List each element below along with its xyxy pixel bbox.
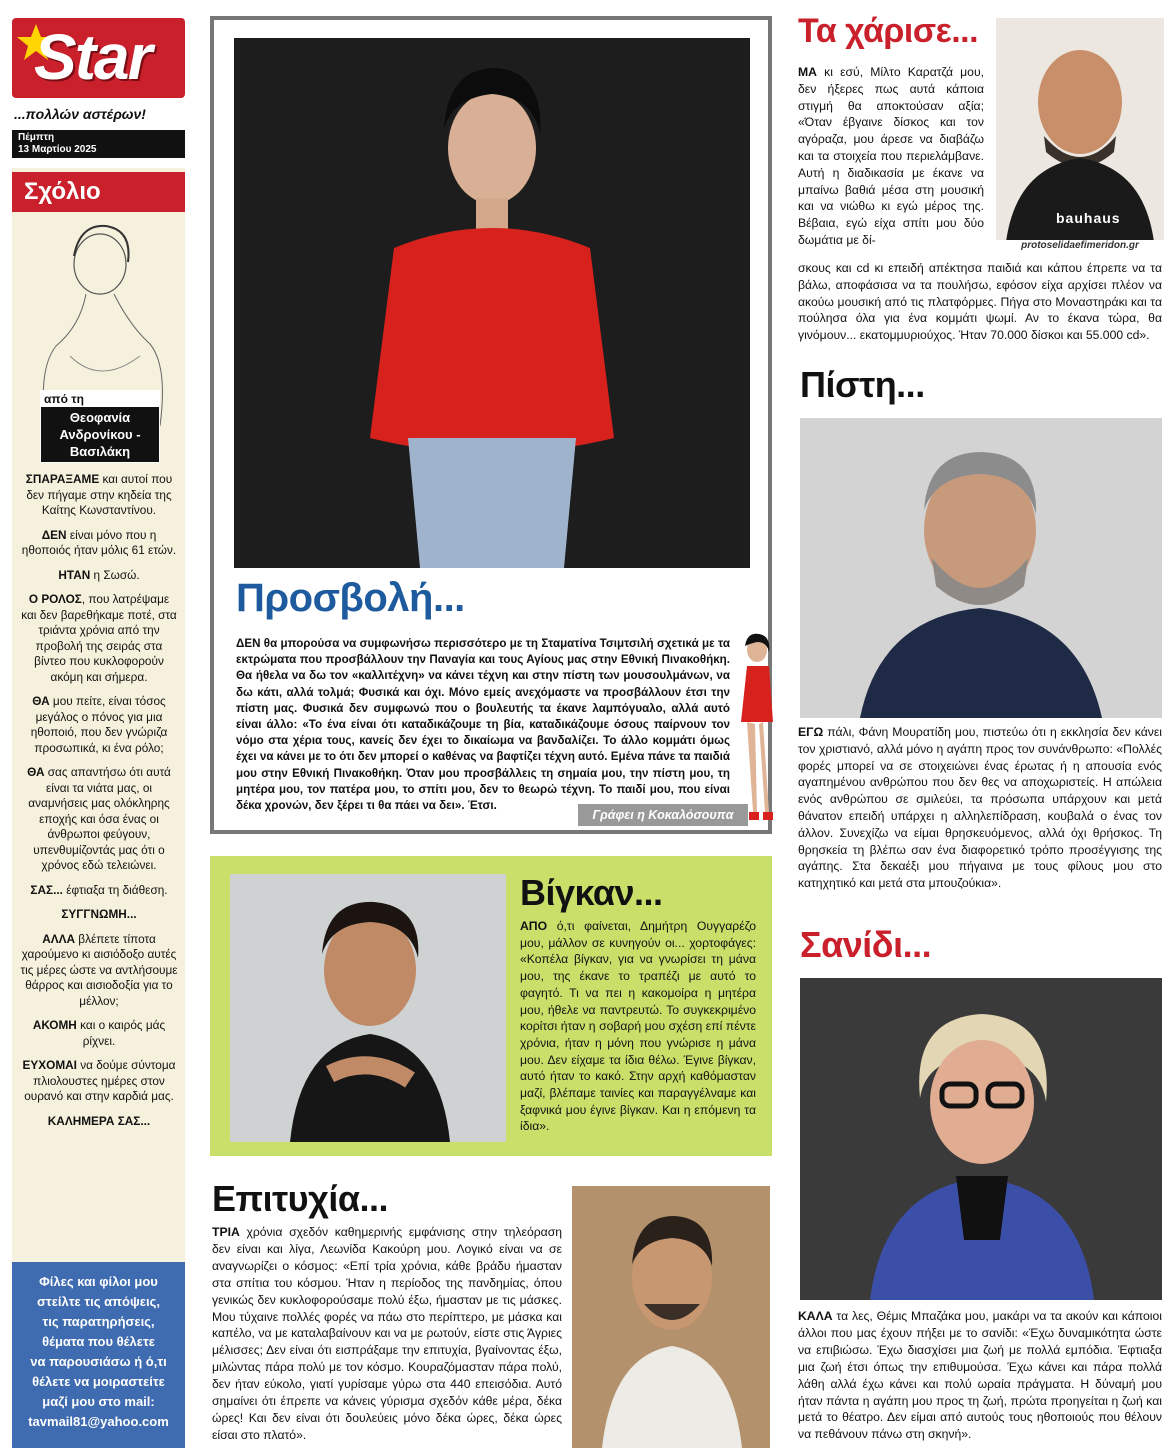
man-portrait-icon <box>800 418 1162 718</box>
pisti-photo <box>800 418 1162 718</box>
prosvoli-heading: Προσβολή... <box>236 576 465 620</box>
comment-paragraph: ΚΑΛΗΜΕΡΑ ΣΑΣ... <box>47 1113 151 1128</box>
tagline: ...πολλών αστέρων! <box>14 106 146 122</box>
mailbox-line: θέλετε να μοιραστείτε <box>32 1374 165 1389</box>
masthead <box>12 18 187 158</box>
mailbox-line: μαζί μου στο mail: <box>42 1394 155 1409</box>
sanidi-text: ΚΑΛΑ τα λες, Θέμις Μπαζάκα μου, μακάρι να τα ακούν και κάποιοι άλλοι που μας έχουν πήξει με το σανίδι: «Έχω δυναμικότητα ώστε να επιβιώσω. Έχω διασχίσει μια ζωή με πολλά εμπόδια. Έφτιαξα μια ζωή έτσι όπως την επιθυμούσα. Έχω κάνει και πάρα πολλά λάθη αλλά έχω κάνει και πολύ ωραία πράγματα. Η δύναμή μου ήταν πάντα η αγάπη μου προς τη ζωή, πρώτα προηγείται η ζωή και μετά το θέατρο. Δεν είμαι από αυτούς τους ηθοποιούς που θέλουν να πεθάνουν πάνω στη σκηνή». <box>798 1309 1162 1442</box>
man-portrait-icon <box>572 1186 770 1448</box>
comment-paragraph: ΑΚΟΜΗ και ο καιρός μάς ρίχνει. <box>32 1018 166 1048</box>
woman-figure-icon <box>733 632 777 828</box>
comment-paragraph: ΔΕΝ είναι μόνο που η ηθοποιός ήταν μόλις 61 ετών. <box>21 527 177 557</box>
prosvoli-photo <box>234 38 750 568</box>
tacharise-text-wide: σκους και cd κι επειδή απέκτησα παιδιά και κάπου έπρεπε να τα βάλω, αποφάσισα να τα πουλήσω, εφόσον είχα αρχίσει πλέον να ακούω μουσική από τις πλατφόρμες. Πήγα στο Μοναστηράκι και τα πούλησα όλα για ένα κομμάτι ψωμί. Αν το έκανα τώρα, θα γινόμουν... εκατομμυριούχος. Ήταν 70.000 δίσκοι και 55.000 cd». <box>798 261 1162 343</box>
sanidi-heading: Σανίδι... <box>800 924 932 965</box>
reader-mail-box <box>12 1262 185 1448</box>
mailbox-line: Φίλες και φίλοι μου <box>39 1274 158 1289</box>
comment-heading: Σχόλιο <box>12 172 185 212</box>
logo <box>12 18 185 98</box>
epityxia-text: ΤΡΙΑ χρόνια σχεδόν καθημερινής εμφάνισης στην τηλεόραση δεν είναι και λίγα, Λεωνίδα Κακούρη μου. Λογικό είναι να σε αναγνωρίζει ο κόσμος: «Επί τρία χρόνια, κάθε βράδυ ήμασταν στα σπίτια του κόσμου. Ήταν η περίοδος της πανδημίας, όπου γενικώς δεν κυκλοφορούσαμε πολύ έξω, ήμασταν με τις μάσκες. Μου τύχαινε πολλές φορές να πάω στο περίπτερο, με μάσκα και καπέλο, να με καταλαβαίνουν και να με ρωτούν, είστε στις Άγριες μέλισσες; Δεν είναι ότι εισπράξαμε την επιτυχία, βγαίνοντας έξω, μιλώντας πάρα πολύ με τον κόσμο. Κουραζόμασταν πάρα πολύ, δεν ήταν εύκολο, γιατί γυρίσαμε γύρω στα 440 επεισόδια. Αυτό σημαίνει ότι έπρεπε να κάνεις γύρισμα σχεδόν κάθε μέρα, δέκα ώρες! Και δεν είναι ότι δουλεύεις μόνο δέκα ώρες, δέκα ώρες είσαι στο πλατό». <box>212 1225 562 1442</box>
logo-text: Star <box>34 21 151 93</box>
mailbox-line: να παρουσιάσω ή ό,τι <box>30 1354 167 1369</box>
byline-name: Θεοφανία Ανδρονίκου - Βασιλάκη <box>59 410 141 459</box>
comment-paragraph: ΘΑ σας απαντήσω ότι αυτά είναι τα νιάτα μας, οι αναμνήσεις μας ολόκληρης εποχής και όσα ένας οι άνθρωποι φεύγουν, υπενθυμίζοντάς μας ότι ο χρόνος εδώ τελειώνει. <box>27 765 171 872</box>
mailbox-email[interactable]: tavmail81@yahoo.com <box>28 1414 169 1429</box>
comment-paragraph: ΑΛΛΑ βλέπετε τίποτα χαρούμενο κι αισιόδοξο αυτές τις μέρες ώστε να αντλήσουμε θάρρος και αισιοδοξία για το μέλλον; <box>20 931 178 1008</box>
comment-paragraph: Ο ΡΟΛΟΣ, που λατρέψαμε και δεν βαρεθήκαμε ποτέ, στα τριάντα χρόνια από την προβολή της σειράς στα βίντεο που κυκλοφορούν ακόμη και σήμερα. <box>21 592 177 684</box>
columnist-byline <box>40 390 160 463</box>
tacharise-text-narrow: ΜΑ κι εσύ, Μίλτο Καρατζά μου, δεν ήξερες πως αυτά κάποια στιγμή θα αποκτούσαν αξία; «Όταν έβγαινε δίσκος και τον αγόραζα, μου άρεσε να διαβάζω και τα στοιχεία που περιελάμβανε. Αυτή η διαδικασία με έκανε να μπαίνω βαθιά μέσα στη μουσική και να νιώθω κι εγώ μέρος της. Βέβαια, εγώ είχα σπίτι μου δύο δωμάτια με δί- <box>798 65 984 247</box>
man-portrait-icon <box>996 18 1164 242</box>
date-bar <box>12 130 185 158</box>
mailbox-line: θέματα που θέλετε <box>42 1334 155 1349</box>
mailbox-line: τις παρατηρήσεις, <box>42 1314 155 1329</box>
watermark: protoselidaefimeridon.gr <box>992 240 1168 251</box>
date-full: 13 Μαρτίου 2025 <box>18 144 97 155</box>
pisti-heading: Πίστη... <box>800 364 925 405</box>
comment-paragraph: ΘΑ μου πείτε, είναι τόσος μεγάλος ο πόνος για μια ηθοποιό, που δεν γνώριζα προσωπικά, κι ένα ρόλο; <box>30 694 168 755</box>
woman-portrait-icon <box>800 978 1162 1300</box>
comment-paragraph: ΣΥΓΓΝΩΜΗ... <box>61 907 137 921</box>
pisti-text: ΕΓΩ πάλι, Φάνη Μουρατίδη μου, πιστεύω ότι η εκκλησία δεν κάνει τον χριστιανό, αλλά μόνο η αγάπη προς τον συνάνθρωπο: «Πολλές φορές μπορεί να σε στοιχειώνει ένας έρωτας ή η απουσία ενός αγαπημένου ανθρώπου που δεν θες να αποχωριστείς. Η απώλεια ενός ανθρώπου σε σμιλεύει, τα πρόσωπα υπάρχουν και μετά θάνατον επειδή υπάρχει η αλληλεπίδραση, κουβαλά ο ένας τον άλλον. Συνεχίζω να είμαι θρησκευόμενος, αλλά όχι θρήσκος. Τη θρησκεία τη βλέπω σαν ένα διαφορετικό τρόπο προσέγγισης της αγάπης. Στα δεκαέξι μου πήγαινα με τους φίλους μου στο κατηχητικό και μετά στα μπουζούκια». <box>798 725 1162 891</box>
gossip-figure <box>733 632 777 828</box>
epityxia-heading: Επιτυχία... <box>212 1178 388 1219</box>
comment-paragraph: ΗΤΑΝ η Σωσώ. <box>58 567 140 582</box>
epityxia-photo <box>572 1186 770 1448</box>
vigkan-heading: Βίγκαν... <box>520 872 663 913</box>
date-day: Πέμπτη <box>18 132 55 143</box>
prosvoli-author: Γράφει η Κοκαλόσουπα <box>578 804 748 826</box>
comment-paragraph: ΣΠΑΡΑΞΑΜΕ και αυτοί που δεν πήγαμε στην κηδεία της Καίτης Κωνσταντίνου. <box>25 472 173 517</box>
comment-body <box>20 472 178 1138</box>
comment-paragraph: ΕΥΧΟΜΑΙ να δούμε σύντομα πλιολουστες ημέρες στον ουρανό και στην καρδιά μας. <box>22 1058 176 1103</box>
prosvoli-text: ΔΕΝ θα μπορούσα να συμφωνήσω περισσότερο με τη Σταματίνα Τσιμτσιλή σχετικά με τα εκτρώματα που προσβάλλουν την Παναγία και τους Αγίους μας στην Εθνική Πινακοθήκη. Θα ήθελα να δω τον «καλλιτέχνη» να κάνει τέχνη και στην πίστη των μουσουλμάνων, να δω κάτι, αλλά τολμά; Φυσικά και όχι. Μόνο εμείς ανεχόμαστε να προσβάλλουν έτσι την πίστη μας. Φυσικά δεν συμφωνώ που ο βουλευτής τα έκανε λαμπόγυαλο, αλλά αυτό είναι άλλο: «Το ένα είναι ότι καταδικάζουμε τη βία, καταδικάζουμε όσους παίρνουν τον νόμο στα χέρια τους, κανείς δεν έχει το δικαίωμα να βανδαλίζει. Το άλλο κομμάτι όμως έχει να κάνει με το ότι δεν μπορεί ο καθένας να βαφτίζει τέχνη αυτό. Εμένα πάνε τα παιδιά μου στην Εθνική Πινακοθήκη. Όταν μου προσβάλλεις τη σημαία μου, την πίστη μου, τη μητέρα μου, τον πατέρα μου, το σπίτι μου, δεν το θεωρώ τέχνη. Το παιδί μου, που είναι δέκα χρονών, δεν ξέρει τι θα πάει να δει». Έτσι. <box>236 637 730 813</box>
vigkan-text: ΑΠΟ ό,τι φαίνεται, Δημήτρη Ουγγαρέζο μου, μάλλον σε κυνηγούν οι... χορτοφάγες: «Κοπέλα βίγκαν, για να γνωρίσει τη μάνα μου, της έκανε το τραπέζι με αυτό το φαγητό. Τι να πει η κακομοίρα η μητέρα μου, ήθελε να παντρευτώ. Το συγκεκριμένο κορίτσι ήταν η σοβαρή μου σχέση επί πέντε χρόνια, ήταν η μόνη που γνώρισε η μάνα μου. Δεν είχαμε τα ίδια θέλω. Έγινε βίγκαν, αυτό ήταν το κακό. Στην αρχή καθόμασταν μαζί, βλέπαμε ταινίες και παραγγέλναμε και ξαφνικά μου έγινε βίγκαν. Και η επόμενη τα ίδια». <box>520 919 756 1134</box>
tacharise-photo <box>996 18 1164 242</box>
vigkan-photo <box>230 874 506 1142</box>
woman-portrait-icon <box>234 38 750 568</box>
tacharise-heading: Τα χάρισε... <box>798 12 979 50</box>
shirt-print: bauhaus <box>1056 210 1121 226</box>
sanidi-photo <box>800 978 1162 1300</box>
man-portrait-icon <box>230 874 506 1142</box>
mailbox-line: στείλτε τις απόψεις, <box>37 1294 160 1309</box>
byline-prefix: από τη <box>41 391 159 407</box>
comment-paragraph: ΣΑΣ... έφτιαξα τη διάθεση. <box>30 882 168 897</box>
